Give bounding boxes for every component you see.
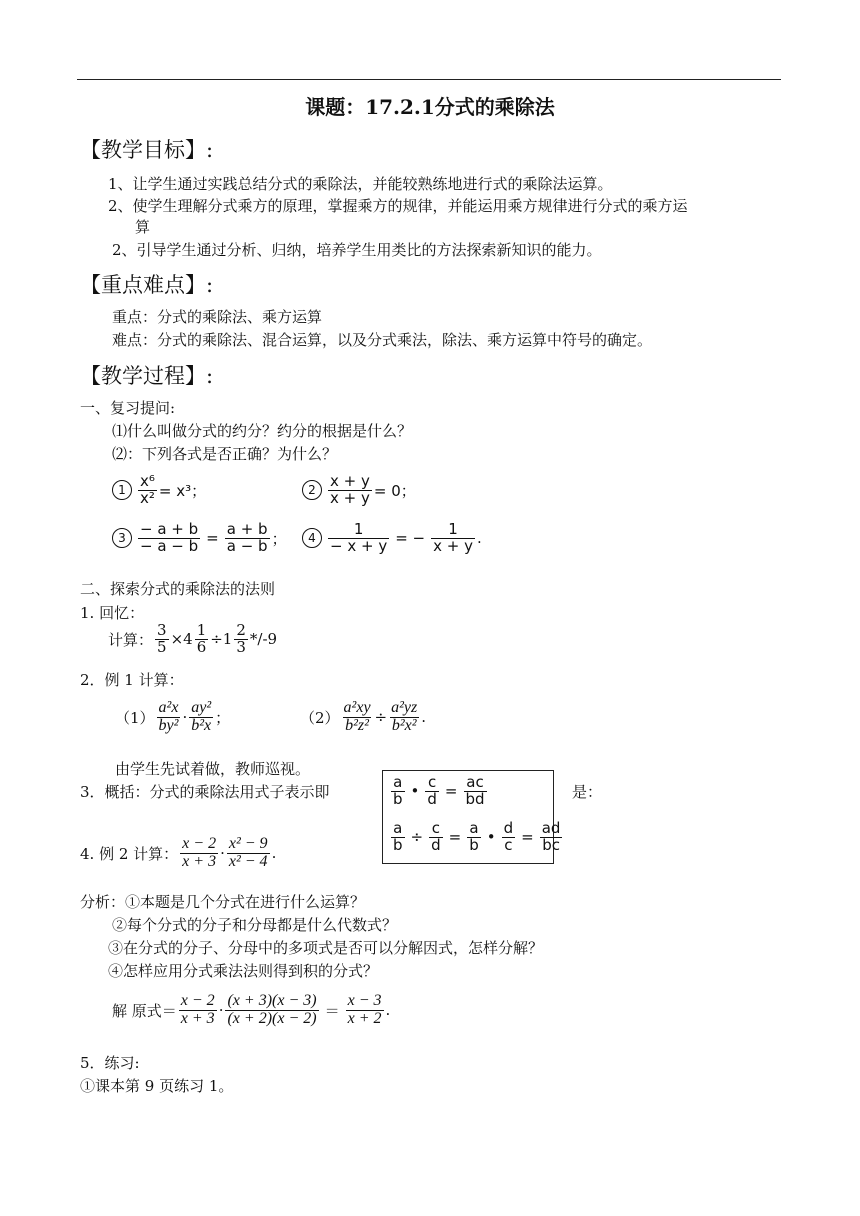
- question-1: ⑴什么叫做分式的约分？约分的根据是什么？: [112, 422, 413, 440]
- analysis-label: 分析：: [80, 893, 126, 911]
- section-keypoints-heading: 【重点难点】:: [80, 273, 214, 297]
- multiply-dot: ·: [218, 1001, 224, 1020]
- expr-tail: ；: [215, 708, 231, 727]
- calc-tail: */-9: [249, 630, 278, 649]
- fraction-numerator: (x + 3)(x − 3): [227, 992, 317, 1009]
- fraction-denominator: d: [431, 835, 441, 854]
- fraction-numerator: a: [393, 819, 403, 837]
- recall-label: 1. 回忆：: [80, 604, 145, 622]
- fraction-numerator: 1: [353, 520, 364, 538]
- part-number: （2）: [300, 708, 340, 727]
- fraction-denominator: b²z²: [345, 716, 369, 734]
- bullet-operator: •: [486, 828, 496, 847]
- example1-part1: [115, 700, 230, 735]
- fraction-denominator: − x + y: [330, 536, 388, 555]
- circled-number: 4: [302, 528, 322, 548]
- multiplication-rule: [389, 775, 489, 808]
- multiply-dot: ·: [182, 708, 188, 727]
- equals-sign: =: [444, 782, 458, 801]
- expr-tail: .: [476, 529, 482, 548]
- fraction-numerator: a: [469, 819, 479, 837]
- fraction-denominator: x²: [140, 488, 155, 507]
- fraction-numerator: d: [503, 819, 514, 837]
- fraction-denominator: b: [393, 789, 403, 808]
- expr-tail: .: [385, 1001, 391, 1020]
- summary-tail: 是：: [572, 783, 603, 801]
- equals-sign: =: [521, 828, 534, 847]
- fraction-numerator: ac: [466, 773, 484, 791]
- expr-tail: .: [421, 708, 427, 727]
- fraction-numerator: a + b: [226, 520, 268, 538]
- multiply-dot: ·: [220, 844, 225, 863]
- analysis-4: ④怎样应用分式乘法法则得到积的分式？: [108, 962, 379, 980]
- fraction-denominator: x² − 4: [228, 852, 268, 870]
- analysis-3: ③在分式的分子、分母中的多项式是否可以分解因式，怎样分解？: [108, 939, 544, 957]
- fraction-denominator: x + 2: [347, 1009, 382, 1027]
- fraction-denominator: a − b: [226, 536, 268, 555]
- fraction-numerator: a²yz: [391, 699, 418, 716]
- fraction-numerator: c: [428, 773, 437, 791]
- expr-tail: .: [271, 844, 277, 863]
- fraction-denominator: x + y: [330, 488, 370, 507]
- equals-sign: ＝: [324, 1001, 340, 1020]
- analysis-2: ②每个分式的分子和分母都是什么代数式？: [112, 916, 398, 934]
- circled-number: 2: [302, 480, 322, 500]
- division-rule: [389, 821, 564, 854]
- expr-tail: ；: [271, 529, 287, 548]
- keypoint-difficulty: 难点：分式的乘除法、混合运算，以及分式乘法，除法、乘方运算中符号的确定。: [112, 331, 653, 349]
- review-expr-1: [112, 474, 206, 507]
- fraction-numerator: x + y: [330, 472, 370, 490]
- review-expr-2: [302, 474, 416, 507]
- equals-sign: = −: [395, 529, 426, 548]
- fraction-numerator: c: [431, 819, 440, 837]
- fraction-numerator: 2: [236, 621, 246, 639]
- solution-label: 解 原式＝: [112, 1001, 177, 1020]
- fraction-denominator: bd: [465, 789, 485, 808]
- fraction-denominator: by²: [158, 716, 179, 734]
- goal-2: 2、使学生理解分式乘方的原理，掌握乘方的规律，并能运用乘方规律进行分式的乘方运: [108, 197, 688, 215]
- example1-heading: 2．例 1 计算：: [80, 671, 184, 689]
- fraction-numerator: x − 2: [182, 835, 217, 852]
- fraction-numerator: ay²: [191, 699, 212, 716]
- fraction-numerator: 1: [196, 621, 207, 639]
- fraction-denominator: d: [427, 789, 437, 808]
- fraction-denominator: b: [469, 835, 479, 854]
- divide-sign: ÷: [410, 828, 424, 847]
- goal-1: 1、让学生通过实践总结分式的乘除法，并能较熟练地进行式的乘除法运算。: [108, 175, 613, 193]
- example1-part2: [300, 700, 426, 735]
- fraction-denominator: bc: [542, 835, 560, 854]
- example1-note: 由学生先试着做，教师巡视。: [115, 760, 311, 778]
- practice-item: ①课本第 9 页练习 1。: [80, 1077, 234, 1095]
- fraction-denominator: b²x: [191, 716, 212, 734]
- summary-text: 3．概括：分式的乘除法用式子表示即: [80, 783, 330, 801]
- fraction-denominator: 5: [157, 637, 167, 656]
- fraction-denominator: c: [504, 835, 513, 854]
- fraction-denominator: b²x²: [391, 716, 417, 734]
- fraction-denominator: b: [393, 835, 403, 854]
- calc-times: ×4: [170, 630, 193, 649]
- fraction-denominator: 6: [196, 637, 207, 656]
- review-expr-3: [112, 522, 287, 555]
- fraction-numerator: x − 2: [180, 992, 215, 1009]
- equals-sign: =: [206, 529, 219, 548]
- fraction-denominator: − a − b: [140, 536, 199, 555]
- fraction-numerator: ad: [541, 819, 561, 837]
- fraction-numerator: x² − 9: [228, 835, 268, 852]
- header-rule: [77, 79, 781, 80]
- circled-number: 3: [112, 528, 132, 548]
- practice-heading: 5．练习:: [80, 1054, 140, 1072]
- example2: [80, 836, 276, 871]
- fraction-numerator: a²xy: [343, 699, 371, 716]
- fraction-denominator: (x + 2)(x − 2): [227, 1009, 317, 1027]
- analysis-1: ①本题是几个分式在进行什么运算？: [125, 893, 366, 911]
- review-expr-4: [302, 522, 482, 555]
- part1-heading: 一、复习提问:: [80, 399, 176, 417]
- fraction-numerator: a²x: [158, 699, 179, 716]
- section-goals-heading: 【教学目标】:: [80, 138, 214, 162]
- fraction-numerator: a: [393, 773, 403, 791]
- question-2: ⑵：下列各式是否正确？为什么？: [112, 445, 338, 463]
- recall-calc: [108, 623, 277, 656]
- example2-label: 4. 例 2 计算：: [80, 844, 179, 863]
- solution: [112, 993, 390, 1028]
- divide-sign: ÷: [374, 708, 388, 727]
- fraction-numerator: 3: [157, 621, 167, 639]
- fraction-denominator: 3: [236, 637, 246, 656]
- rule-box: [382, 770, 561, 864]
- equals-sign: =: [448, 828, 462, 847]
- fraction-denominator: x + y: [433, 536, 473, 555]
- fraction-numerator: 1: [448, 520, 458, 538]
- fraction-denominator: x + 3: [182, 852, 217, 870]
- calc-divide: ÷1: [210, 630, 233, 649]
- fraction-denominator: x + 3: [180, 1009, 215, 1027]
- goal-2-cont: 算: [135, 218, 151, 236]
- lesson-title: 课题：17.2.1分式的乘除法: [305, 95, 555, 119]
- part2-heading: 二、探索分式的乘除法的法则: [80, 580, 276, 598]
- bullet-operator: •: [410, 782, 420, 801]
- goal-3: 2、引导学生通过分析、归纳，培养学生用类比的方法探索新知识的能力。: [112, 241, 602, 259]
- expr-rhs: = 0；: [373, 481, 416, 500]
- keypoint-focus: 重点：分式的乘除法、乘方运算: [112, 308, 323, 326]
- fraction-numerator: x − 3: [347, 992, 382, 1009]
- part-number: （1）: [115, 708, 155, 727]
- fraction-numerator: − a + b: [140, 520, 199, 538]
- fraction-numerator: x⁶: [140, 472, 155, 490]
- calc-label: 计算：: [108, 630, 154, 649]
- circled-number: 1: [112, 480, 132, 500]
- section-process-heading: 【教学过程】:: [80, 364, 214, 388]
- expr-rhs: = x³；: [158, 481, 207, 500]
